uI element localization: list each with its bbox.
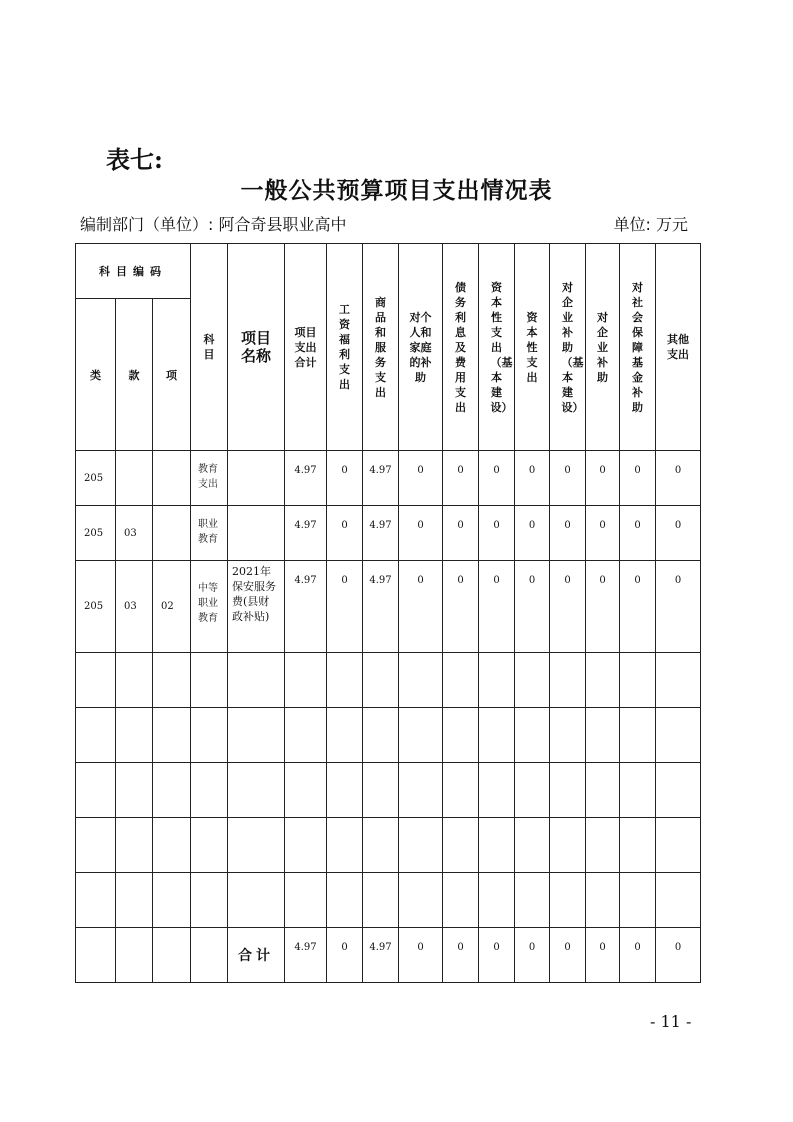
enterprise-cell: 0 (586, 928, 620, 983)
empty-row (76, 708, 701, 763)
total-cell: 4.97 (285, 451, 327, 506)
total-cell: 4.97 (285, 561, 327, 653)
project-name-header: 项目名称 (228, 244, 285, 451)
project-cell (228, 451, 285, 506)
capital-cell: 0 (515, 561, 550, 653)
social-cell: 0 (620, 928, 656, 983)
xiang-cell (153, 451, 191, 506)
kuan-cell: 03 (116, 561, 153, 653)
capital-basic-cell: 0 (479, 451, 515, 506)
total-header: 项目支出合计 (285, 244, 327, 451)
project-cell (228, 506, 285, 561)
other-cell: 0 (656, 928, 701, 983)
social-cell: 0 (620, 506, 656, 561)
debt-cell: 0 (443, 928, 479, 983)
capital-basic-header: 资本性支出（基本建设） (479, 244, 515, 451)
kuan-header: 款 (116, 299, 153, 451)
social-header: 对社会保障基金补助 (620, 244, 656, 451)
empty-row (76, 873, 701, 928)
enterprise-basic-cell: 0 (550, 506, 586, 561)
enterprise-basic-cell: 0 (550, 451, 586, 506)
total-cell: 4.97 (285, 506, 327, 561)
subject-cell: 职业教育 (191, 506, 228, 561)
subject-cell: 中等职业教育 (191, 561, 228, 653)
capital-cell: 0 (515, 506, 550, 561)
wages-cell: 0 (327, 561, 363, 653)
unit-label: 单位: 万元 (613, 215, 688, 234)
table-row (76, 561, 701, 653)
debt-cell: 0 (443, 506, 479, 561)
other-cell: 0 (656, 451, 701, 506)
other-header: 其他支出 (656, 244, 701, 451)
enterprise-cell: 0 (586, 561, 620, 653)
lei-cell: 205 (76, 561, 116, 653)
personal-cell: 0 (399, 451, 443, 506)
capital-cell: 0 (515, 928, 550, 983)
empty-row (76, 763, 701, 818)
total-cell: 4.97 (285, 928, 327, 983)
subject-header: 科目 (191, 244, 228, 451)
wages-cell: 0 (327, 928, 363, 983)
goods-cell: 4.97 (363, 451, 399, 506)
enterprise-basic-header: 对企业补助（基本建设） (550, 244, 586, 451)
enterprise-cell: 0 (586, 451, 620, 506)
empty-row (76, 818, 701, 873)
enterprise-basic-cell: 0 (550, 928, 586, 983)
social-cell: 0 (620, 451, 656, 506)
xiang-cell (153, 506, 191, 561)
wages-cell: 0 (327, 451, 363, 506)
total-row (76, 928, 701, 983)
goods-header: 商品和服务支出 (363, 244, 399, 451)
capital-basic-cell: 0 (479, 506, 515, 561)
capital-header: 资本性支出 (515, 244, 550, 451)
department-label: 编制部门（单位）: 阿合奇县职业高中 (80, 215, 347, 234)
empty-row (76, 653, 701, 708)
other-cell: 0 (656, 506, 701, 561)
project-cell: 2021年保安服务费(县财政补贴) (228, 561, 285, 653)
wages-header: 工资福利支出 (327, 244, 363, 451)
capital-basic-cell: 0 (479, 928, 515, 983)
table-row (76, 451, 701, 506)
lei-cell: 205 (76, 506, 116, 561)
enterprise-header: 对企业补助 (586, 244, 620, 451)
personal-cell: 0 (399, 506, 443, 561)
goods-cell: 4.97 (363, 928, 399, 983)
debt-cell: 0 (443, 451, 479, 506)
subject-cell: 教育支出 (191, 451, 228, 506)
goods-cell: 4.97 (363, 506, 399, 561)
debt-header: 债务利息及费用支出 (443, 244, 479, 451)
capital-cell: 0 (515, 451, 550, 506)
page-number: - 11 - (650, 1012, 692, 1031)
personal-cell: 0 (399, 928, 443, 983)
kuan-cell (116, 451, 153, 506)
goods-cell: 4.97 (363, 561, 399, 653)
social-cell: 0 (620, 561, 656, 653)
lei-cell: 205 (76, 451, 116, 506)
table-label: 表七: (106, 145, 163, 174)
xiang-cell: 02 (153, 561, 191, 653)
other-cell: 0 (656, 561, 701, 653)
personal-header: 对个人和家庭的补助 (399, 244, 443, 451)
personal-cell: 0 (399, 561, 443, 653)
table-row (76, 506, 701, 561)
enterprise-basic-cell: 0 (550, 561, 586, 653)
capital-basic-cell: 0 (479, 561, 515, 653)
page-title: 一般公共预算项目支出情况表 (240, 178, 553, 204)
lei-header: 类 (76, 299, 116, 451)
xiang-header: 项 (153, 299, 191, 451)
total-label: 合计 (228, 928, 285, 983)
subject-code-header: 科目编码 (76, 244, 191, 299)
kuan-cell: 03 (116, 506, 153, 561)
wages-cell: 0 (327, 506, 363, 561)
budget-table (75, 243, 701, 983)
enterprise-cell: 0 (586, 506, 620, 561)
debt-cell: 0 (443, 561, 479, 653)
